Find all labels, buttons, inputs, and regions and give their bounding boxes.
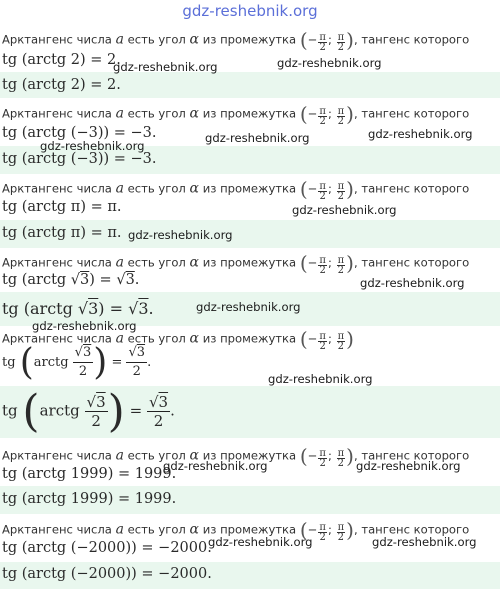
answer-line: tg (arctg 2) = 2. [2,77,121,93]
substitution-line: tg (arctg 1999) = 1999. [2,466,177,482]
definition-text: Арктангенс числа a есть угол α из промежутка (− $\frac{\pi}{2}$ ; $\frac{\pi}{2}$ ), тангенс которого [2,177,470,202]
answer-line: tg (arctg $\frac{√3}{2}$ ) = $\frac{√3}{2}$ . [2,386,175,437]
answer-line: tg (arctg √3) = √3. [2,299,154,318]
watermark-text: gdz-reshebnik.org [40,139,145,153]
watermark-text: gdz-reshebnik.org [163,459,268,473]
substitution-line: tg (arctg $\frac{√3}{2}$ ) = $\frac{√3}{2}$ . [2,342,152,383]
watermark-text: gdz-reshebnik.org [208,535,313,549]
substitution-line: tg (arctg 2) = 2. [2,52,121,68]
watermark-text: gdz-reshebnik.org [368,127,473,141]
substitution-line: tg (arctg π) = π. [2,199,122,215]
answer-line: tg (arctg 1999) = 1999. [2,491,177,507]
substitution-line: tg (arctg (−3)) = −3. [2,125,157,141]
watermark-text: gdz-reshebnik.org [32,319,137,333]
definition-text: Арктангенс числа a есть угол α из промежутка (− $\frac{\pi}{2}$ ; $\frac{\pi}{2}$ ), тангенс которого [2,518,470,543]
definition-text: Арктангенс числа a есть угол α из промежутка (− $\frac{\pi}{2}$ ; $\frac{\pi}{2}$ ), тангенс которого [2,251,470,276]
substitution-line: tg (arctg √3) = √3. [2,272,140,288]
answer-line: tg (arctg (−2000)) = −2000. [2,566,212,582]
answer-line: tg (arctg π) = π. [2,225,122,241]
definition-text: Арктангенс числа a есть угол α из промежутка (− $\frac{\pi}{2}$ ; $\frac{\pi}{2}$ ), тангенс которого [2,444,470,469]
watermark-text: gdz-reshebnik.org [128,228,233,242]
watermark-text: gdz-reshebnik.org [277,56,382,70]
site-header[interactable]: gdz-reshebnik.org [182,2,318,20]
answer-line: tg (arctg (−3)) = −3. [2,151,157,167]
watermark-text: gdz-reshebnik.org [372,535,477,549]
watermark-text: gdz-reshebnik.org [268,372,373,386]
substitution-line: tg (arctg (−2000)) = −2000. [2,540,212,556]
definition-text: Арктангенс числа a есть угол α из промежутка (− $\frac{\pi}{2}$ ; $\frac{\pi}{2}$ ), тангенс которого [2,102,470,127]
watermark-text: gdz-reshebnik.org [205,131,310,145]
watermark-text: gdz-reshebnik.org [356,459,461,473]
definition-text: Арктангенс числа a есть угол α из промежутка (− $\frac{\pi}{2}$ ; $\frac{\pi}{2}$ ) [2,327,354,352]
watermark-text: gdz-reshebnik.org [113,60,218,74]
watermark-text: gdz-reshebnik.org [360,276,465,290]
watermark-text: gdz-reshebnik.org [292,203,397,217]
watermark-text: gdz-reshebnik.org [196,300,301,314]
definition-text: Арктангенс числа a есть угол α из промежутка (− $\frac{\pi}{2}$ ; $\frac{\pi}{2}$ ), тангенс которого [2,28,470,53]
